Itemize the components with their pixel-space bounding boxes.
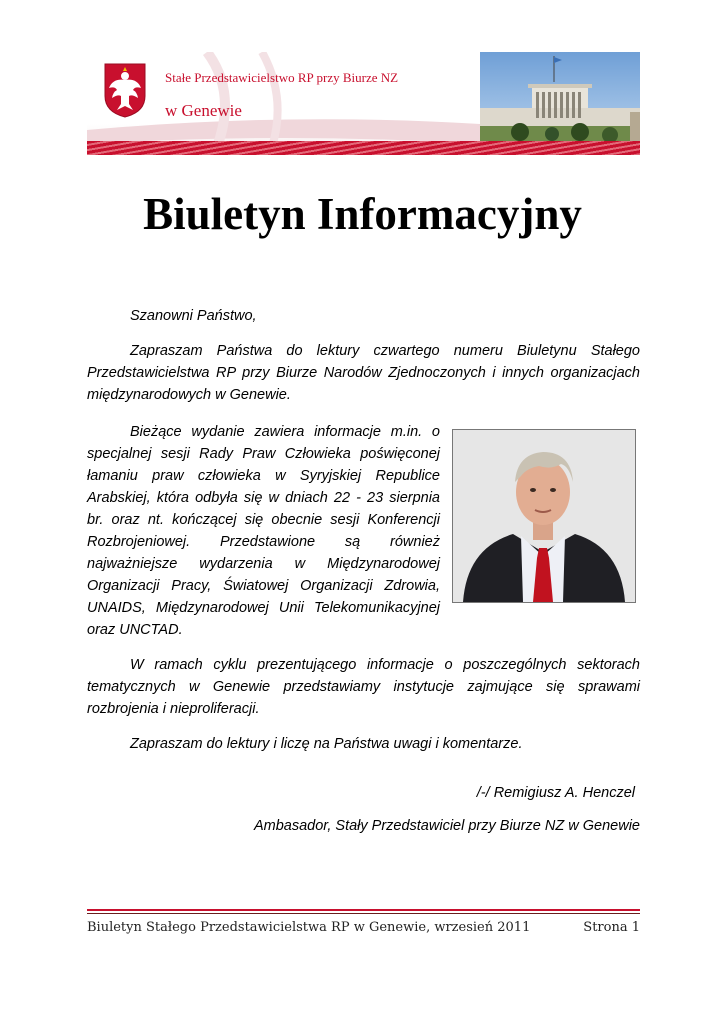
- page-number: Strona 1: [583, 920, 640, 935]
- palais-des-nations-photo: [480, 52, 640, 144]
- portrait-illustration: [453, 430, 635, 602]
- letter-paragraph-3: W ramach cyklu prezentującego informacje o poszczególnych sektorach tematycznych w Genewie przedstawiamy instytucje zajmujące się sprawami rozbrojenia i nieproliferacji.: [87, 657, 640, 717]
- footer-divider-red: [87, 909, 640, 911]
- header-banner: [87, 52, 640, 155]
- letter-paragraph-2: Bieżące wydanie zawiera informacje m.in. o specjalnej sesji Rady Praw Człowieka poświęconej łamaniu praw człowieka w Syryjskiej Republice Arabskiej, która odbyła się w dniach 22 - 23 sierpnia br. oraz nt. kończącej się obecnie sesji Konferencji Rozbrojeniowej. Przedstawione są również najważniejsze wydarzenia w Międzynarodowej Organizacji Pracy, Światowej Organizacji Zdrowia, UNAIDS, Międzynarodowej Unii Telekomunikacyjnej oraz UNCTAD.: [87, 424, 440, 638]
- mission-name-line2: w Genewie: [165, 101, 242, 120]
- footer-divider-dark: [87, 913, 640, 914]
- letter-paragraph-4: Zapraszam do lektury i liczę na Państwa uwagi i komentarze.: [130, 736, 523, 752]
- page-title: Biuletyn Informacyjny: [143, 189, 582, 239]
- polish-eagle-emblem-icon: [103, 62, 147, 118]
- signatory-role: Ambasador, Stały Przedstawiciel przy Biurze NZ w Genewie: [253, 818, 640, 834]
- header-red-stripe: [87, 141, 640, 155]
- letter-paragraph-1: Zapraszam Państwa do lektury czwartego numeru Biuletynu Stałego Przedstawicielstwa RP przy Biurze Narodów Zjednoczonych i innych organizacjach międzynarodowych w Genewie.: [87, 343, 640, 403]
- signature: /-/ Remigiusz A. Henczel: [476, 785, 635, 801]
- letter-greeting: Szanowni Państwo,: [130, 308, 257, 324]
- footer-publication-info: Biuletyn Stałego Przedstawicielstwa RP w Genewie, wrzesień 2011: [87, 920, 531, 935]
- mission-name-line1: Stałe Przedstawicielstwo RP przy Biurze NZ: [165, 70, 399, 85]
- ambassador-portrait-photo: [452, 429, 636, 603]
